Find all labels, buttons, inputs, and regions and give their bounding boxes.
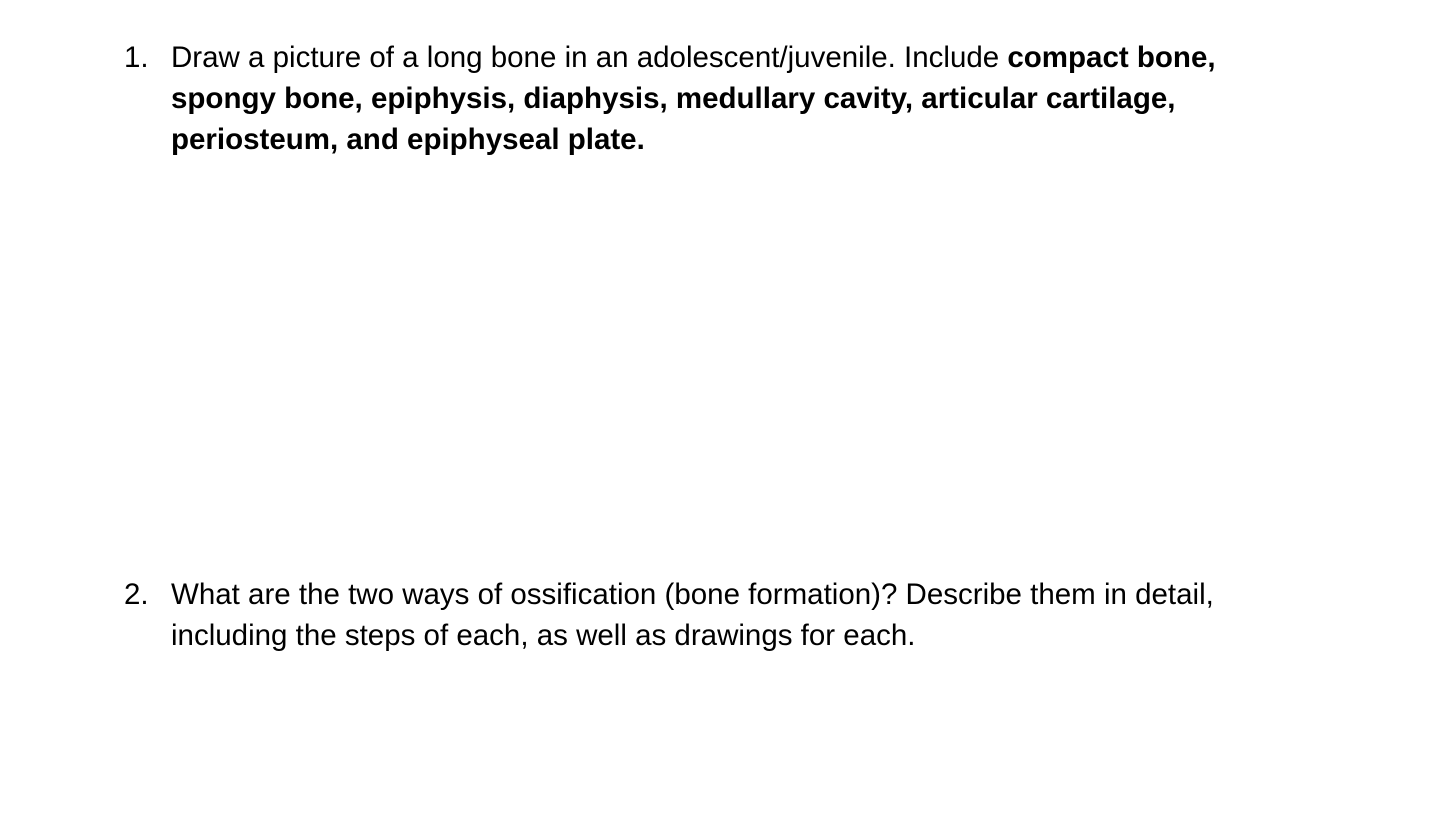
question-number: 1. bbox=[124, 41, 149, 74]
question-1 bbox=[124, 37, 1324, 160]
required-terms: compact bone, spongy bone, epiphysis, diaphysis, medullary cavity, articular cartilage, periosteum, and epiphyseal plate. bbox=[171, 41, 1216, 156]
question-text bbox=[171, 37, 1324, 160]
question-number: 2. bbox=[124, 578, 149, 611]
question-prompt: What are the two ways of ossification (bone formation)? Describe them in detail, including the steps of each, as well as drawings for each. bbox=[171, 578, 1214, 652]
question-prompt: Draw a picture of a long bone in an adolescent/juvenile. Include bbox=[171, 41, 1008, 74]
question-2 bbox=[124, 574, 1324, 656]
question-text bbox=[171, 574, 1324, 656]
